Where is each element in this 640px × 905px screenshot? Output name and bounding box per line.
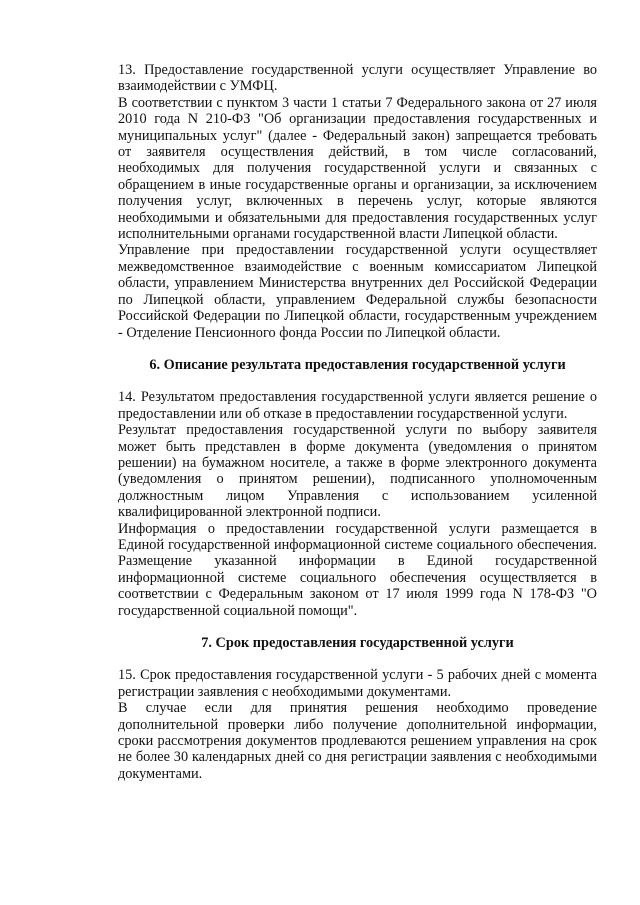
paragraph-14: 14. Результатом предоставления государственной услуги является решение о предоставлении или об отказе в предоставлении государственной услуги.	[118, 389, 597, 422]
spacer	[118, 341, 597, 357]
section-6-heading: 6. Описание результата предоставления государственной услуги	[149, 356, 566, 373]
paragraph-15-extension: В случае если для принятия решения необходимо проведение дополнительной проверки либо получение дополнительной информации, сроки рассмотрения документов продлеваются решением управления на срок не более 30 календарных дней со дня регистрации заявления с необходимыми документами.	[118, 700, 597, 782]
paragraph-15: 15. Срок предоставления государственной услуги - 5 рабочих дней с момента регистрации заявления с необходимыми документами.	[118, 667, 597, 700]
spacer	[118, 619, 597, 635]
paragraph-14-result-form: Результат предоставления государственной услуги по выбору заявителя может быть представлен в форме документа (уведомления о принятом решении) на бумажном носителе, а также в форме электронного документа (уведомления о принятом решении), подписанного уполномоченным должностным лицом Управления с использованием усиленной квалифицированной электронной подписи.	[118, 422, 597, 521]
paragraph-14-information: Информация о предоставлении государственной услуги размещается в Единой государственной информационной системе социального обеспечения. Размещение указанной информации в Единой государственной информационной системе социального обеспечения осуществляется в соответствии с Федеральным законом от 17 июля 1999 года N 178-ФЗ "О государственной социальной помощи".	[118, 520, 597, 619]
paragraph-13-federal-law: В соответствии с пунктом 3 части 1 статьи 7 Федерального закона от 27 июля 2010 года N 210-ФЗ "Об организации предоставления государственных и муниципальных услуг" (далее - Федеральный закон) запрещается требовать от заявителя осуществления действий, в том числе согласований, необходимых для получения государственной услуги и связанных с обращением в иные государственные органы и организации, за исключением получения услуг, включенных в перечень услуг, которые являются необходимыми и обязательными для предоставления государственных услуг исполнительными органами государственной власти Липецкой области.	[118, 94, 597, 243]
paragraph-13: 13. Предоставление государственной услуги осуществляет Управление во взаимодействии с УМФЦ.	[118, 62, 597, 95]
section-6	[118, 389, 597, 619]
section-7	[118, 667, 597, 782]
spacer	[118, 373, 597, 389]
spacer	[118, 651, 597, 667]
section-5-continuation	[118, 62, 597, 341]
section-7-heading: 7. Срок предоставления государственной услуги	[201, 635, 514, 651]
paragraph-13-interagency: Управление при предоставлении государственной услуги осуществляет межведомственное взаимодействие с военным комиссариатом Липецкой области, управлением Министерства внутренних дел Российской Федерации по Липецкой области, управлением Федеральной службы безопасности Российской Федерации по Липецкой области, государственным учреждением - Отделение Пенсионного фонда России по Липецкой области.	[118, 242, 597, 341]
